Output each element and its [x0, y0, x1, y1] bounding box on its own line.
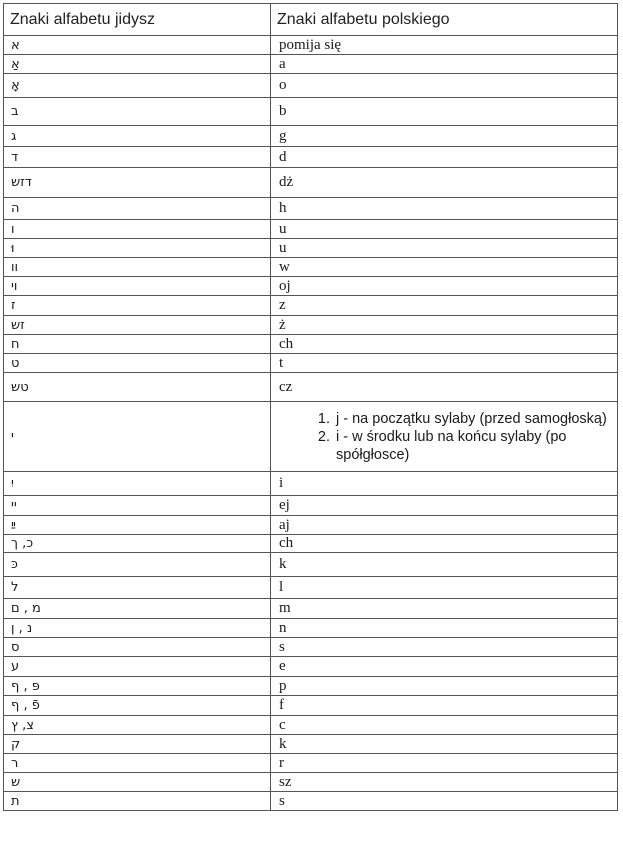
table-row	[4, 354, 618, 373]
yiddish-character: י	[4, 402, 271, 472]
yiddish-character: ה	[4, 198, 271, 220]
polish-letter: sz	[271, 773, 618, 792]
polish-letter: w	[271, 258, 618, 277]
table-row	[4, 239, 618, 258]
yiddish-character: יי	[4, 496, 271, 516]
yiddish-character: ל	[4, 577, 271, 599]
yiddish-character: וו	[4, 258, 271, 277]
table-row	[4, 599, 618, 619]
yiddish-character: ז	[4, 296, 271, 316]
header-polish: Znaki alfabetu polskiego	[271, 4, 618, 36]
polish-letter: ch	[271, 335, 618, 354]
table-row	[4, 716, 618, 735]
table-row	[4, 754, 618, 773]
yiddish-character: פּ , ף	[4, 677, 271, 696]
polish-letter: a	[271, 55, 618, 74]
table-row	[4, 677, 618, 696]
table-row	[4, 220, 618, 239]
yiddish-character: ש	[4, 773, 271, 792]
polish-letter: k	[271, 553, 618, 577]
polish-letter: i	[271, 472, 618, 496]
polish-letter: oj	[271, 277, 618, 296]
table-row	[4, 74, 618, 98]
table-row	[4, 553, 618, 577]
table-row	[4, 472, 618, 496]
pronunciation-note: 2. i - w środku lub na końcu sylaby (po spółgłosce)	[334, 428, 617, 464]
yiddish-character: ד	[4, 147, 271, 168]
yiddish-character: נ , ן	[4, 619, 271, 638]
polish-letter: ż	[271, 316, 618, 335]
yiddish-character: וי	[4, 277, 271, 296]
polish-letter: h	[271, 198, 618, 220]
yiddish-character: אָ	[4, 74, 271, 98]
table-row	[4, 773, 618, 792]
table-row	[4, 335, 618, 354]
table-row	[4, 402, 618, 472]
table-row	[4, 619, 618, 638]
table-row	[4, 516, 618, 535]
yiddish-character: א	[4, 36, 271, 55]
yiddish-character: כ, ך	[4, 535, 271, 553]
polish-letter: r	[271, 754, 618, 773]
table-body	[4, 36, 618, 811]
polish-letter: dż	[271, 168, 618, 198]
yiddish-character: מ , ם	[4, 599, 271, 619]
yiddish-character: יִ	[4, 472, 271, 496]
polish-letter: p	[271, 677, 618, 696]
yiddish-character: ח	[4, 335, 271, 354]
polish-letter: e	[271, 657, 618, 677]
polish-letter: u	[271, 239, 618, 258]
polish-letter: m	[271, 599, 618, 619]
table-row	[4, 535, 618, 553]
yiddish-character: טש	[4, 373, 271, 402]
table-row	[4, 696, 618, 716]
yiddish-character: ײַ	[4, 516, 271, 535]
polish-letter: u	[271, 220, 618, 239]
yiddish-character: ק	[4, 735, 271, 754]
alphabet-table	[3, 3, 618, 811]
polish-letter: t	[271, 354, 618, 373]
yiddish-character: ב	[4, 98, 271, 126]
header-row	[4, 4, 618, 36]
table-row	[4, 296, 618, 316]
polish-notes-cell	[271, 402, 618, 472]
yiddish-character: דזש	[4, 168, 271, 198]
polish-letter: l	[271, 577, 618, 599]
polish-letter: o	[271, 74, 618, 98]
yiddish-character: ע	[4, 657, 271, 677]
yiddish-character: אַ	[4, 55, 271, 74]
table-row	[4, 638, 618, 657]
polish-letter: k	[271, 735, 618, 754]
table-row	[4, 735, 618, 754]
polish-letter: aj	[271, 516, 618, 535]
polish-letter: cz	[271, 373, 618, 402]
yiddish-character: ט	[4, 354, 271, 373]
polish-letter: n	[271, 619, 618, 638]
table-row	[4, 277, 618, 296]
yiddish-character: כּ	[4, 553, 271, 577]
polish-letter: s	[271, 638, 618, 657]
yiddish-character: ו	[4, 220, 271, 239]
header-yiddish: Znaki alfabetu jidysz	[4, 4, 271, 36]
table-row	[4, 373, 618, 402]
polish-letter: c	[271, 716, 618, 735]
table-row	[4, 147, 618, 168]
polish-letter: g	[271, 126, 618, 147]
yiddish-character: פֿ , ף	[4, 696, 271, 716]
table-row	[4, 126, 618, 147]
table-row	[4, 657, 618, 677]
table-row	[4, 258, 618, 277]
polish-letter: ej	[271, 496, 618, 516]
pronunciation-notes-list	[279, 410, 617, 464]
yiddish-character: וּ	[4, 239, 271, 258]
polish-letter: ch	[271, 535, 618, 553]
yiddish-character: ג	[4, 126, 271, 147]
yiddish-character: צ, ץ	[4, 716, 271, 735]
table-row	[4, 36, 618, 55]
pronunciation-note: 1. j - na początku sylaby (przed samogłoską)	[334, 410, 617, 428]
yiddish-character: ת	[4, 792, 271, 811]
table-row	[4, 316, 618, 335]
polish-letter: f	[271, 696, 618, 716]
yiddish-character: ר	[4, 754, 271, 773]
polish-letter: b	[271, 98, 618, 126]
table-row	[4, 98, 618, 126]
table-row	[4, 55, 618, 74]
polish-letter: z	[271, 296, 618, 316]
table-row	[4, 792, 618, 811]
yiddish-character: ס	[4, 638, 271, 657]
polish-letter: d	[271, 147, 618, 168]
table-row	[4, 198, 618, 220]
table-row	[4, 577, 618, 599]
polish-letter: s	[271, 792, 618, 811]
yiddish-character: זש	[4, 316, 271, 335]
polish-letter: pomija się	[271, 36, 618, 55]
table-row	[4, 496, 618, 516]
table-row	[4, 168, 618, 198]
